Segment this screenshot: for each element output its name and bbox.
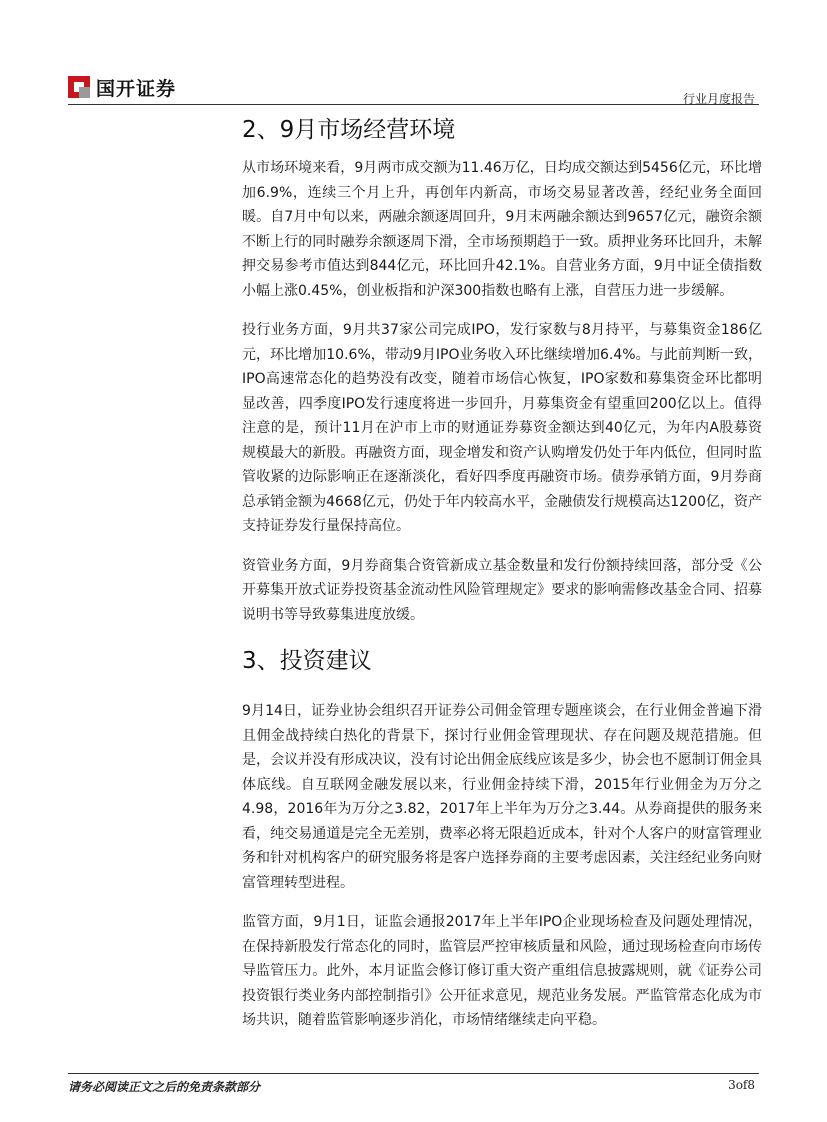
footer-divider — [68, 1073, 759, 1074]
report-type: 行业月度报告 — [682, 92, 755, 106]
page-number: 3of8 — [728, 1078, 755, 1092]
section-3-title: 3、投资建议 — [242, 648, 372, 674]
footer-disclaimer: 请务必阅读正文之后的免责条款部分 — [68, 1080, 261, 1094]
section-2-title: 2、9月市场经营环境 — [242, 117, 456, 143]
brand-logo — [68, 74, 176, 100]
section-3-paragraph-1: 9月14日，证券业协会组织召开证券公司佣金管理专题座谈会，在行业佣金普遍下滑且佣金战持续白热化的背景下，探讨行业佣金管理现状、存在问题及规范措施。但是，会议并没有形成决议，没有讨论出佣金底线应该是多少，协会也不愿制订佣金具体底线。自互联网金融发展以来，行业佣金持续下滑，2015年行业佣金为万分之4.98，2016年为万分之3.82，2017年上半年为万分之3.44。从券商提供的服务来看，纯交易通道是完全无差别，费率必将无限趋近成本，针对个人客户的财富管理业务和针对机构客户的研究服务将是客户选择券商的主要考虑因素，关注经纪业务向财富管理转型进程。 — [242, 703, 762, 891]
section-2-paragraph-1: 从市场环境来看，9月两市成交额为11.46万亿，日均成交额达到5456亿元，环比增加6.9%，连续三个月上升，再创年内新高，市场交易显著改善，经纪业务全面回暖。自7月中旬以来，两融余额逐周回升，9月末两融余额达到9657亿元，融资余额不断上行的同时融券余额逐周下滑，全市场预期趋于一致。质押业务环比回升，未解押交易参考市值达到844亿元，环比回升42.1%。自营业务方面，9月中证全债指数小幅上涨0.45%，创业板指和沪深300指数也略有上涨，自营压力进一步缓解。 — [242, 160, 762, 299]
section-3-paragraph-2: 监管方面，9月1日，证监会通报2017年上半年IPO企业现场检查及问题处理情况，在保持新股发行常态化的同时，监管层严控审核质量和风险，通过现场检查向市场传导监管压力。此外，本月证监会修订修订重大资产重组信息披露规则，就《证券公司投资银行类业务内部控制指引》公开征求意见，规范业务发展。严监管常态化成为市场共识，随着监管影响逐步消化，市场情绪继续走向平稳。 — [242, 914, 762, 1028]
section-2-paragraph-3: 资管业务方面，9月券商集合资管新成立基金数量和发行份额持续回落，部分受《公开募集开放式证券投资基金流动性风险管理规定》要求的影响需修改基金合同、招募说明书等导致募集进度放缓。 — [242, 557, 762, 623]
header-divider — [68, 104, 759, 105]
brand-name: 国开证券 — [96, 77, 177, 100]
logo-mark-icon — [68, 76, 90, 98]
section-2-paragraph-2: 投行业务方面，9月共37家公司完成IPO，发行家数与8月持平，与募集资金186亿元，环比增加10.6%，带动9月IPO业务收入环比继续增加6.4%。与此前判断一致，IPO高速常态化的趋势没有改变，随着市场信心恢复，IPO家数和募集资金环比都明显改善，四季度IPO发行速度将进一步回升，月募集资金有望重回200亿以上。值得注意的是，预计11月在沪市上市的财通证券募资金额达到40亿元，为年内A股募资规模最大的新股。再融资方面，现金增发和资产认购增发仍处于年内低位，但同时监管收紧的边际影响正在逐渐淡化，看好四季度再融资市场。债券承销方面，9月券商总承销金额为4668亿元，仍处于年内较高水平，金融债发行规模高达1200亿，资产支持证券发行量保持高位。 — [242, 322, 762, 534]
main-content — [242, 108, 762, 1033]
